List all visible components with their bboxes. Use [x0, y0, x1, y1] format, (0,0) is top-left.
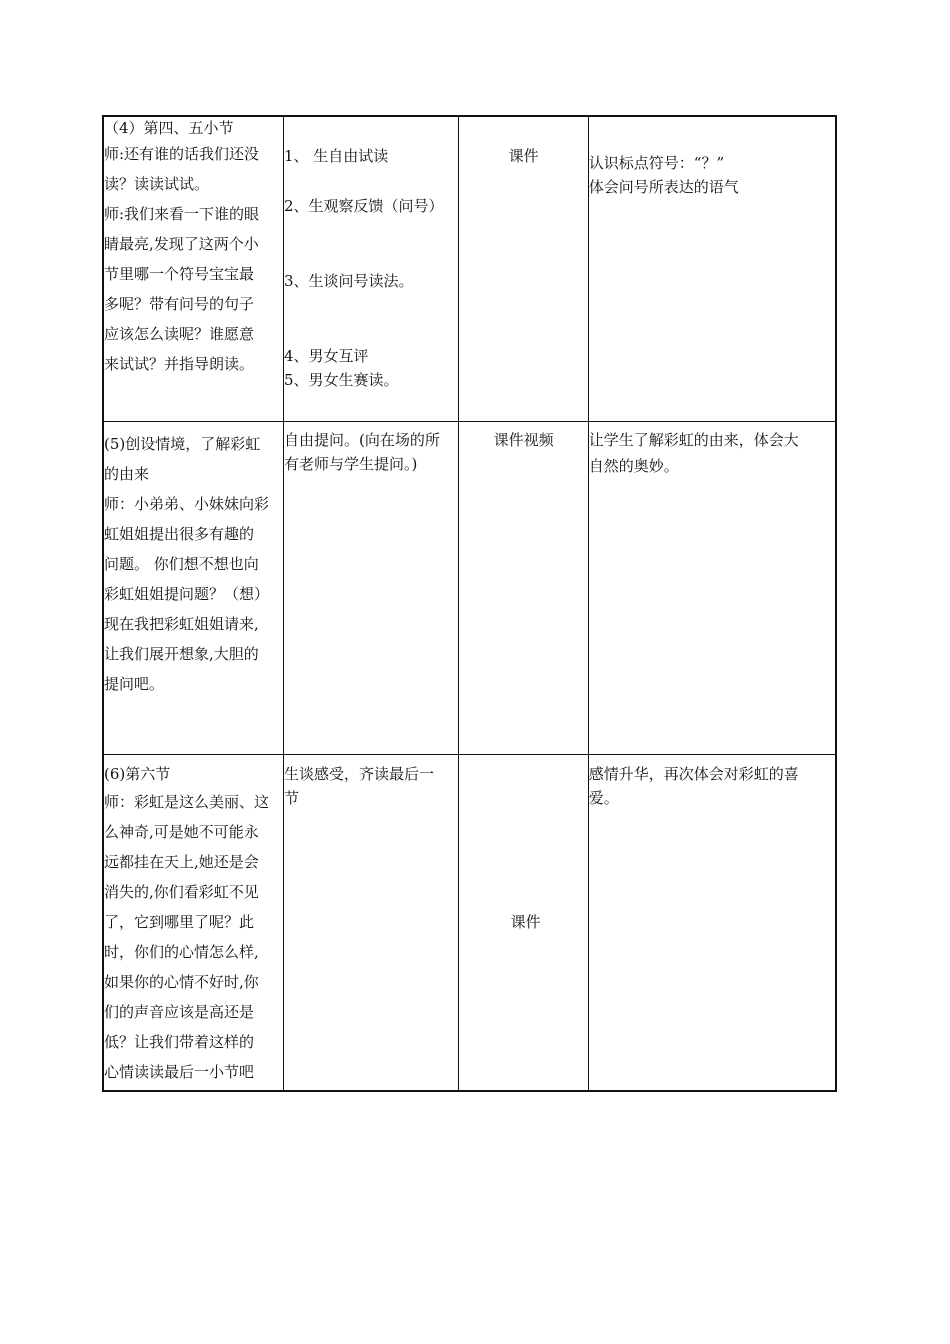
purpose-line: 自然的奥妙。 [588, 456, 679, 475]
purpose-cell [588, 754, 836, 1091]
teacher-line: 现在我把彩虹姐姐请来, [104, 614, 259, 633]
purpose-line: 体会问号所表达的语气 [588, 178, 739, 196]
purpose-line: 认识标点符号：“？” [588, 154, 725, 172]
purpose-line: 让学生了解彩虹的由来，体会大 [588, 430, 799, 449]
teacher-line: 消失的,你们看彩虹不见 [104, 882, 259, 901]
teacher-line: 低？让我们带着这样的 [104, 1032, 255, 1051]
student-line: 有老师与学生提问。) [283, 454, 418, 473]
teacher-activity-cell [103, 421, 283, 754]
teacher-line: 师：彩虹是这么美丽、这 [104, 792, 270, 811]
purpose-line: 爱。 [588, 788, 619, 807]
teacher-line: 时，你们的心情怎么样, [104, 942, 259, 961]
purpose-line: 感情升华，再次体会对彩虹的喜 [588, 764, 799, 783]
student-line: 节 [283, 788, 299, 807]
teacher-line: 问题。 你们想不想也向 [104, 554, 259, 573]
media-label: 课件 [510, 913, 541, 932]
teacher-line: （4）第四、五小节 [104, 119, 234, 137]
teacher-line: 么神奇,可是她不可能永 [104, 822, 259, 841]
teacher-line: 了，它到哪里了呢？此 [104, 912, 255, 931]
student-line: 4、男女互评 [283, 347, 369, 365]
student-line: 1、 生自由试读 [283, 147, 389, 165]
teacher-line: 彩虹姐姐提问题？（想） [104, 584, 270, 603]
lesson-plan-table [102, 115, 837, 1092]
purpose-cell [588, 116, 836, 421]
table-row [103, 116, 836, 421]
media-cell [459, 116, 588, 421]
teacher-line: 虹姐姐提出很多有趣的 [104, 524, 255, 543]
teacher-line: 如果你的心情不好时,你 [104, 972, 259, 991]
teacher-line: 师：小弟弟、小妹妹向彩 [104, 494, 270, 513]
student-line: 3、生谈问号读法。 [283, 272, 414, 290]
teacher-line: 提问吧。 [104, 674, 165, 693]
teacher-line: 睛最亮,发现了这两个小 [104, 235, 259, 253]
table-row [103, 421, 836, 754]
table-row [103, 754, 836, 1091]
student-activity-cell [283, 421, 458, 754]
teacher-line: 师:我们来看一下谁的眼 [104, 205, 260, 223]
student-activity-cell [283, 116, 458, 421]
teacher-activity-cell [103, 116, 283, 421]
student-activity-cell [283, 754, 458, 1091]
teacher-line: (5)创设情境，了解彩虹 [104, 434, 261, 453]
teacher-line: 应该怎么读呢？谁愿意 [104, 325, 255, 343]
student-line: 5、男女生赛读。 [283, 371, 399, 389]
student-line: 2、生观察反馈（问号） [283, 197, 444, 215]
media-label: 课件 [508, 147, 539, 165]
teacher-line: 远都挂在天上,她还是会 [104, 852, 259, 871]
teacher-line: 师:还有谁的话我们还没 [104, 145, 260, 163]
teacher-activity-cell [103, 754, 283, 1091]
teacher-line: 们的声音应该是高还是 [104, 1002, 255, 1021]
teacher-line: 心情读读最后一小节吧 [104, 1062, 255, 1081]
teacher-line: (6)第六节 [104, 764, 171, 783]
teacher-line: 节里哪一个符号宝宝最 [104, 265, 255, 283]
student-line: 自由提问。(向在场的所 [283, 430, 440, 449]
media-cell [459, 754, 588, 1091]
purpose-cell [588, 421, 836, 754]
teacher-line: 来试试？并指导朗读。 [104, 355, 255, 373]
media-cell [459, 421, 588, 754]
teacher-line: 的由来 [104, 464, 150, 483]
teacher-line: 让我们展开想象,大胆的 [104, 644, 259, 663]
teacher-line: 读？读读试试。 [104, 175, 210, 193]
teacher-line: 多呢？带有问号的句子 [104, 295, 255, 313]
media-label: 课件视频 [493, 430, 554, 449]
student-line: 生谈感受，齐读最后一 [283, 764, 434, 783]
